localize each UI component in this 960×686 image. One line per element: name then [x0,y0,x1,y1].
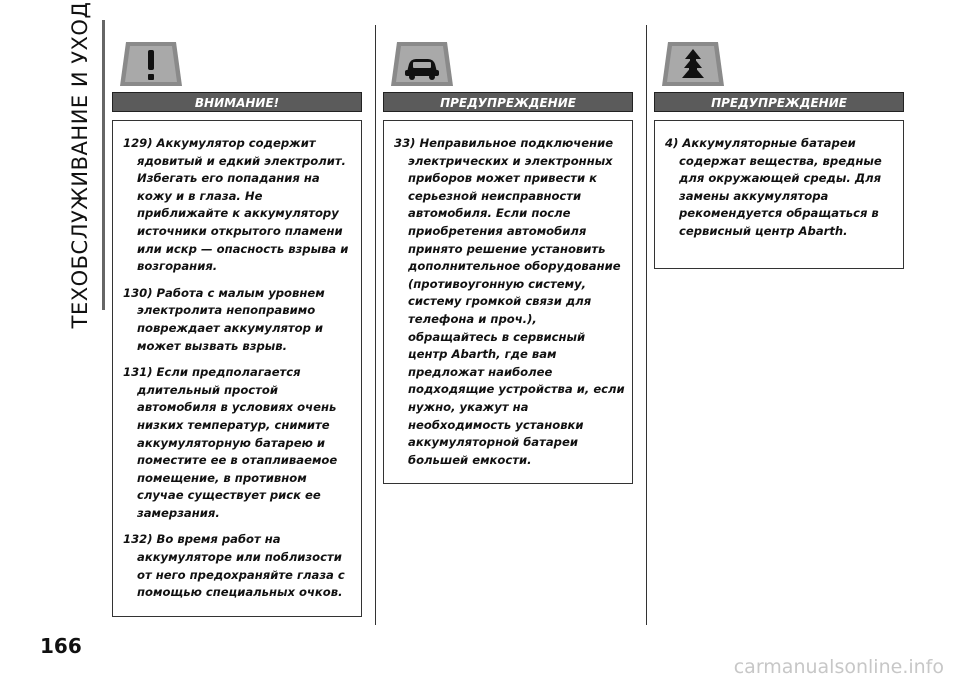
exclamation-icon [120,38,182,90]
page-number: 166 [40,634,82,658]
column-warning [112,38,362,617]
column-caution-car [383,38,633,484]
section-side-bar [102,20,105,310]
recycle-icon [662,38,724,90]
column-divider-1 [375,25,376,625]
entry-130: 130) Работа с малым уровнем электролита непоправимо повреждает аккумулятор и может вызвать взрыв. [123,285,325,353]
caution-box-1 [383,120,633,484]
warning-box [112,120,362,617]
watermark: carmanualsonline.info [733,656,944,678]
banner-warning: ВНИМАНИЕ! [112,92,362,112]
entry-131: 131) Если предполагается длительный простой автомобиля в условиях очень низких температур, снимите аккумуляторную батарею и поместите ее в отапливаемое помещение, в противном случае существует риск ее замерзания. [123,365,338,520]
entry-129: 129) Аккумулятор содержит ядовитый и едкий электролит. Избегать его попадания на кожу и в глаза. Не приближайте к аккумулятору источники открытого пламени или искр — опасность взрыва и возгорания. [123,136,349,274]
column-caution-environment [654,38,904,269]
entry-4: 4) Аккумуляторные батареи содержат вещества, вредные для окружающей среды. Для замены аккумулятора рекомендуется обращаться в сервисный центр Abarth. [665,136,882,238]
section-side-title [55,1,105,329]
car-icon [391,38,453,90]
caution-box-2 [654,120,904,269]
column-divider-2 [646,25,647,625]
entry-132: 132) Во время работ на аккумуляторе или поблизости от него предохраняйте глаза с помощью специальных очков. [123,532,345,600]
section-title: ТЕХОБСЛУЖИВАНИЕ И УХОД [68,1,92,329]
banner-caution-1: ПРЕДУПРЕЖДЕНИЕ [383,92,633,112]
banner-caution-2: ПРЕДУПРЕЖДЕНИЕ [654,92,904,112]
entry-33: 33) Неправильное подключение электрических и электронных приборов может привести к серьезной неисправности автомобиля. Если после приобретения автомобиля принято решение установить дополнительное оборудование (противоугонную систему, систему громкой связи для телефона и проч.), обращайтесь в сервисный центр Abarth, где вам предложат наиболее подходящие устройства и, если нужно, укажут на необходимость установки аккумуляторной батареи большей емкости. [394,136,625,467]
